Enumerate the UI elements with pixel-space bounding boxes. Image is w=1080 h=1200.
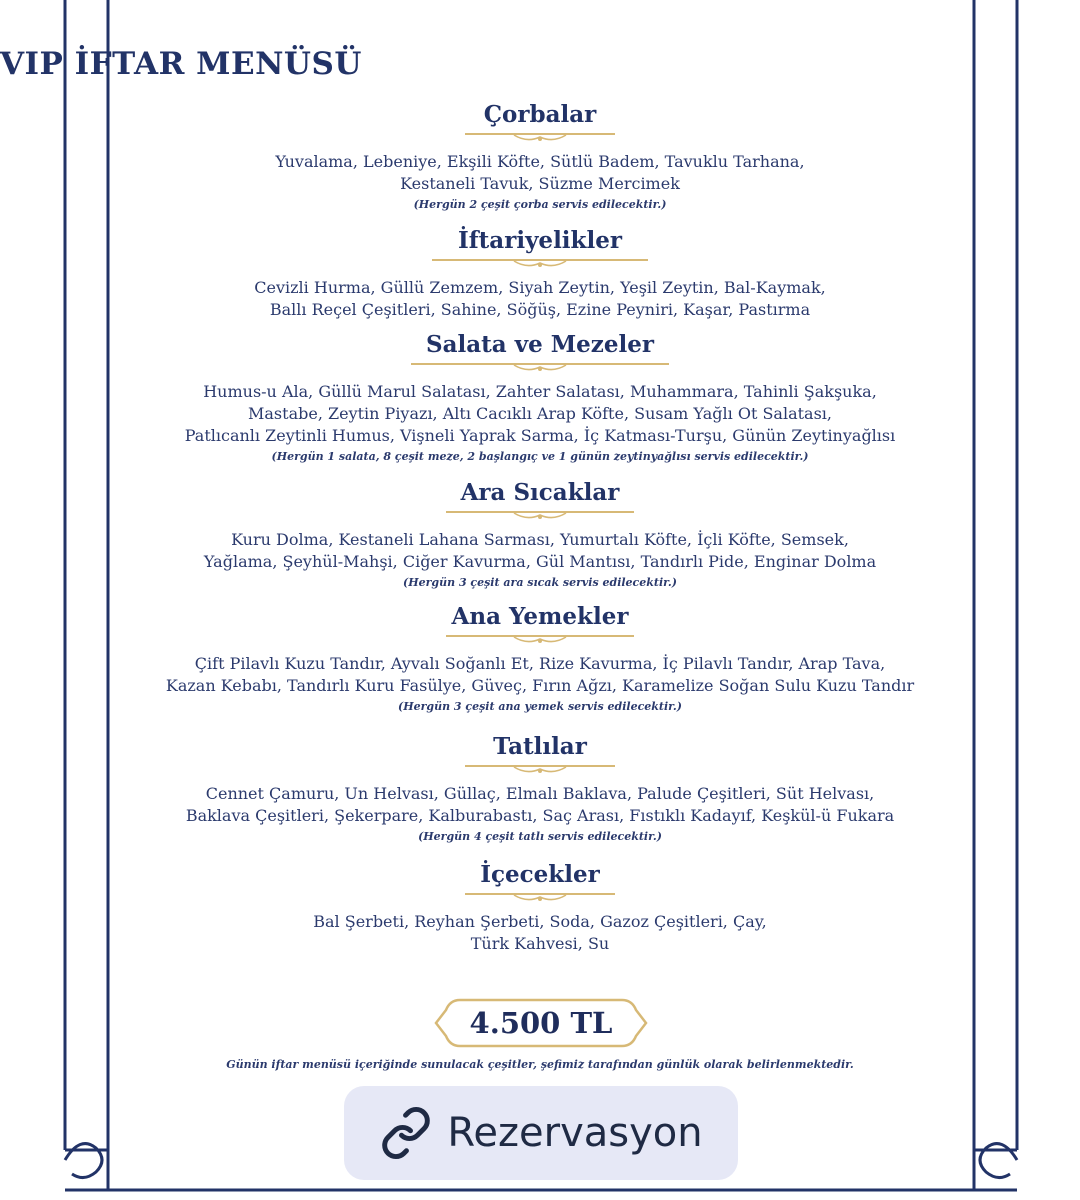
section-note: (Hergün 3 çeşit ara sıcak servis edilecektir.) [403, 576, 677, 589]
menu-item-line: Kestaneli Tavuk, Süzme Mercimek [400, 174, 680, 193]
menu-item-line: Cennet Çamuru, Un Helvası, Güllaç, Elmalı Baklava, Palude Çeşitleri, Süt Helvası, [205, 784, 875, 803]
section-heading: İçecekler [480, 861, 600, 888]
menu-item-line: Yağlama, Şeyhül-Mahşi, Ciğer Kavurma, Gül Mantısı, Tandırlı Pide, Enginar Dolma [203, 552, 877, 571]
gold-ornament-divider [465, 763, 615, 777]
gold-ornament-divider [411, 361, 669, 375]
section-items [0, 783, 1080, 827]
section-heading: Tatlılar [493, 733, 587, 760]
section-note: (Hergün 3 çeşit ana yemek servis edilecektir.) [398, 700, 682, 713]
gold-ornament-divider [446, 633, 634, 647]
menu-item-line: Yuvalama, Lebeniye, Ekşili Köfte, Sütlü Badem, Tavuklu Tarhana, [275, 152, 805, 171]
page-title: VIP İFTAR MENÜSÜ [0, 46, 362, 82]
section-note: (Hergün 1 salata, 8 çeşit meze, 2 başlangıç ve 1 günün zeytinyağlısı servis edilecektir.) [271, 450, 809, 463]
reservation-button-label: Rezervasyon [447, 1110, 703, 1156]
menu-item-line: Kazan Kebabı, Tandırlı Kuru Fasülye, Güveç, Fırın Ağzı, Karamelize Soğan Sulu Kuzu Tandır [165, 676, 915, 695]
section-note: (Hergün 4 çeşit tatlı servis edilecektir.) [418, 830, 662, 843]
menu-item-line: Çift Pilavlı Kuzu Tandır, Ayvalı Soğanlı Et, Rize Kavurma, İç Pilavlı Tandır, Arap Tava, [194, 654, 886, 673]
footer-note: Günün iftar menüsü içeriğinde sunulacak çeşitler, şefimiz tarafından günlük olarak belirlenmektedir. [226, 1058, 854, 1071]
gold-ornament-divider [465, 131, 615, 145]
menu-item-line: Türk Kahvesi, Su [470, 934, 610, 953]
section-heading: Salata ve Mezeler [426, 331, 654, 358]
section-items [0, 277, 1080, 321]
section-items [0, 653, 1080, 697]
menu-section [0, 602, 1080, 717]
menu-item-line: Mastabe, Zeytin Piyazı, Altı Cacıklı Arap Köfte, Susam Yağlı Ot Salatası, [248, 404, 832, 423]
link-icon [379, 1106, 433, 1160]
menu-section [0, 330, 1080, 467]
menu-section [0, 732, 1080, 847]
section-heading: Ara Sıcaklar [460, 479, 620, 506]
gold-ornament-divider [465, 891, 615, 905]
menu-section [0, 478, 1080, 593]
menu-section [0, 226, 1080, 321]
menu-item-line: Bal Şerbeti, Reyhan Şerbeti, Soda, Gazoz Çeşitleri, Çay, [313, 912, 767, 931]
menu-item-line: Kuru Dolma, Kestaneli Lahana Sarması, Yumurtalı Köfte, İçli Köfte, Semsek, [231, 530, 849, 549]
menu-item-line: Humus-u Ala, Güllü Marul Salatası, Zahter Salatası, Muhammara, Tahinli Şakşuka, [203, 382, 877, 401]
gold-ornament-divider [446, 509, 634, 523]
section-items [0, 381, 1080, 447]
menu-item-line: Ballı Reçel Çeşitleri, Sahine, Söğüş, Ezine Peyniri, Kaşar, Pastırma [269, 300, 811, 319]
reservation-button[interactable] [344, 1086, 738, 1180]
section-items [0, 151, 1080, 195]
section-heading: Çorbalar [483, 101, 597, 128]
menu-section [0, 860, 1080, 955]
section-items [0, 911, 1080, 955]
menu-section [0, 100, 1080, 215]
gold-ornament-divider [432, 257, 648, 271]
section-heading: Ana Yemekler [451, 603, 629, 630]
section-note: (Hergün 2 çeşit çorba servis edilecektir.) [413, 198, 667, 211]
price: 4.500 TL [469, 1006, 613, 1040]
section-heading: İftariyelikler [458, 227, 622, 254]
menu-item-line: Cevizli Hurma, Güllü Zemzem, Siyah Zeytin, Yeşil Zeytin, Bal-Kaymak, [254, 278, 826, 297]
menu-item-line: Patlıcanlı Zeytinli Humus, Vişneli Yaprak Sarma, İç Katması-Turşu, Günün Zeytinyağlısı [184, 426, 896, 445]
section-items [0, 529, 1080, 573]
menu-item-line: Baklava Çeşitleri, Şekerpare, Kalburabastı, Saç Arası, Fıstıklı Kadayıf, Keşkül-ü Fukara [185, 806, 895, 825]
